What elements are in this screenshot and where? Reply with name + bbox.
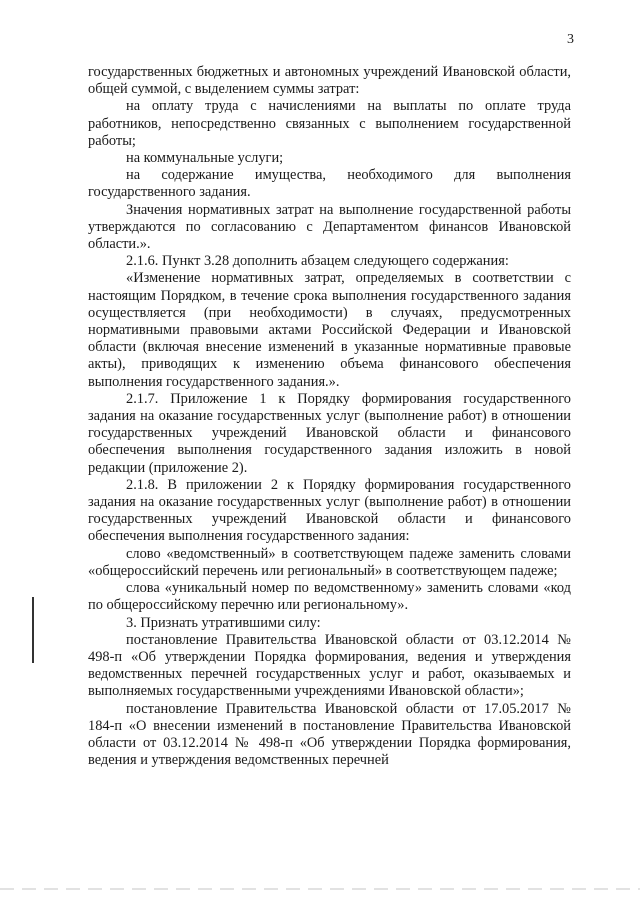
paragraph-quoted-change: «Изменение нормативных затрат, определяемых в соответствии с настоящим Порядком, в течение срока выполнения государственного задания осуществляется (при необходимости) в случаях, предусмотренных нормативными правовыми актами Российской Федерации и Ивановской области (включая внесение изменений в указанные нормативные правовые акты), приводящих к изменению объема финансового обеспечения выполнения государственного задания.».	[88, 270, 571, 390]
scan-edge-line	[0, 888, 640, 890]
paragraph-normative-costs-approval: Значения нормативных затрат на выполнение государственной работы утверждаются по согласованию с Департаментом финансов Ивановской области.».	[88, 201, 571, 253]
paragraph-resolution-184: постановление Правительства Ивановской области от 17.05.2017 № 184-п «О внесении изменений в постановление Правительства Ивановской области от 03.12.2014 № 498-п «Об утверждении Порядка формирования, ведения и утверждения ведомственных перечней	[88, 700, 571, 769]
paragraph-property-maintenance: на содержание имущества, необходимого для выполнения государственного задания.	[88, 167, 571, 201]
paragraph-word-replacement: слово «ведомственный» в соответствующем падеже заменить словами «общероссийский перечень или региональный» в соответствующем падеже;	[88, 545, 571, 579]
paragraph-utilities: на коммунальные услуги;	[126, 150, 284, 167]
document-body	[88, 64, 571, 769]
page-number: 3	[567, 32, 574, 47]
paragraph-words-replacement: слова «уникальный номер по ведомственному» заменить словами «код по общероссийскому перечню или региональному».	[88, 580, 571, 614]
paragraph-3-repeal: 3. Признать утратившими силу:	[126, 614, 321, 631]
paragraph-2-1-7: 2.1.7. Приложение 1 к Порядку формирования государственного задания на оказание государственных услуг (выполнение работ) в отношении государственных учреждений Ивановской области и финансового обеспечения выполнения государственного задания изложить в новой редакции (приложение 2).	[88, 390, 571, 476]
paragraph-resolution-498: постановление Правительства Ивановской области от 03.12.2014 № 498-п «Об утверждении Порядка формирования, ведения и утверждения ведомственных перечней государственных услуг и работ, оказываемых и выполняемых государственными учреждениями Ивановской области»;	[88, 631, 571, 700]
paragraph-2-1-8: 2.1.8. В приложении 2 к Порядку формирования государственного задания на оказание государственных услуг (выполнение работ) в отношении государственных учреждений Ивановской области и финансового обеспечения выполнения государственного задания:	[88, 476, 571, 545]
paragraph-budget-institutions: государственных бюджетных и автономных учреждений Ивановской области, общей суммой, с выделением суммы затрат:	[88, 64, 571, 98]
paragraph-2-1-6: 2.1.6. Пункт 3.28 дополнить абзацем следующего содержания:	[126, 253, 509, 270]
paragraph-labor-costs: на оплату труда с начислениями на выплаты по оплате труда работников, непосредственно связанных с выполнением государственной работы;	[88, 98, 571, 149]
margin-mark	[32, 597, 34, 663]
